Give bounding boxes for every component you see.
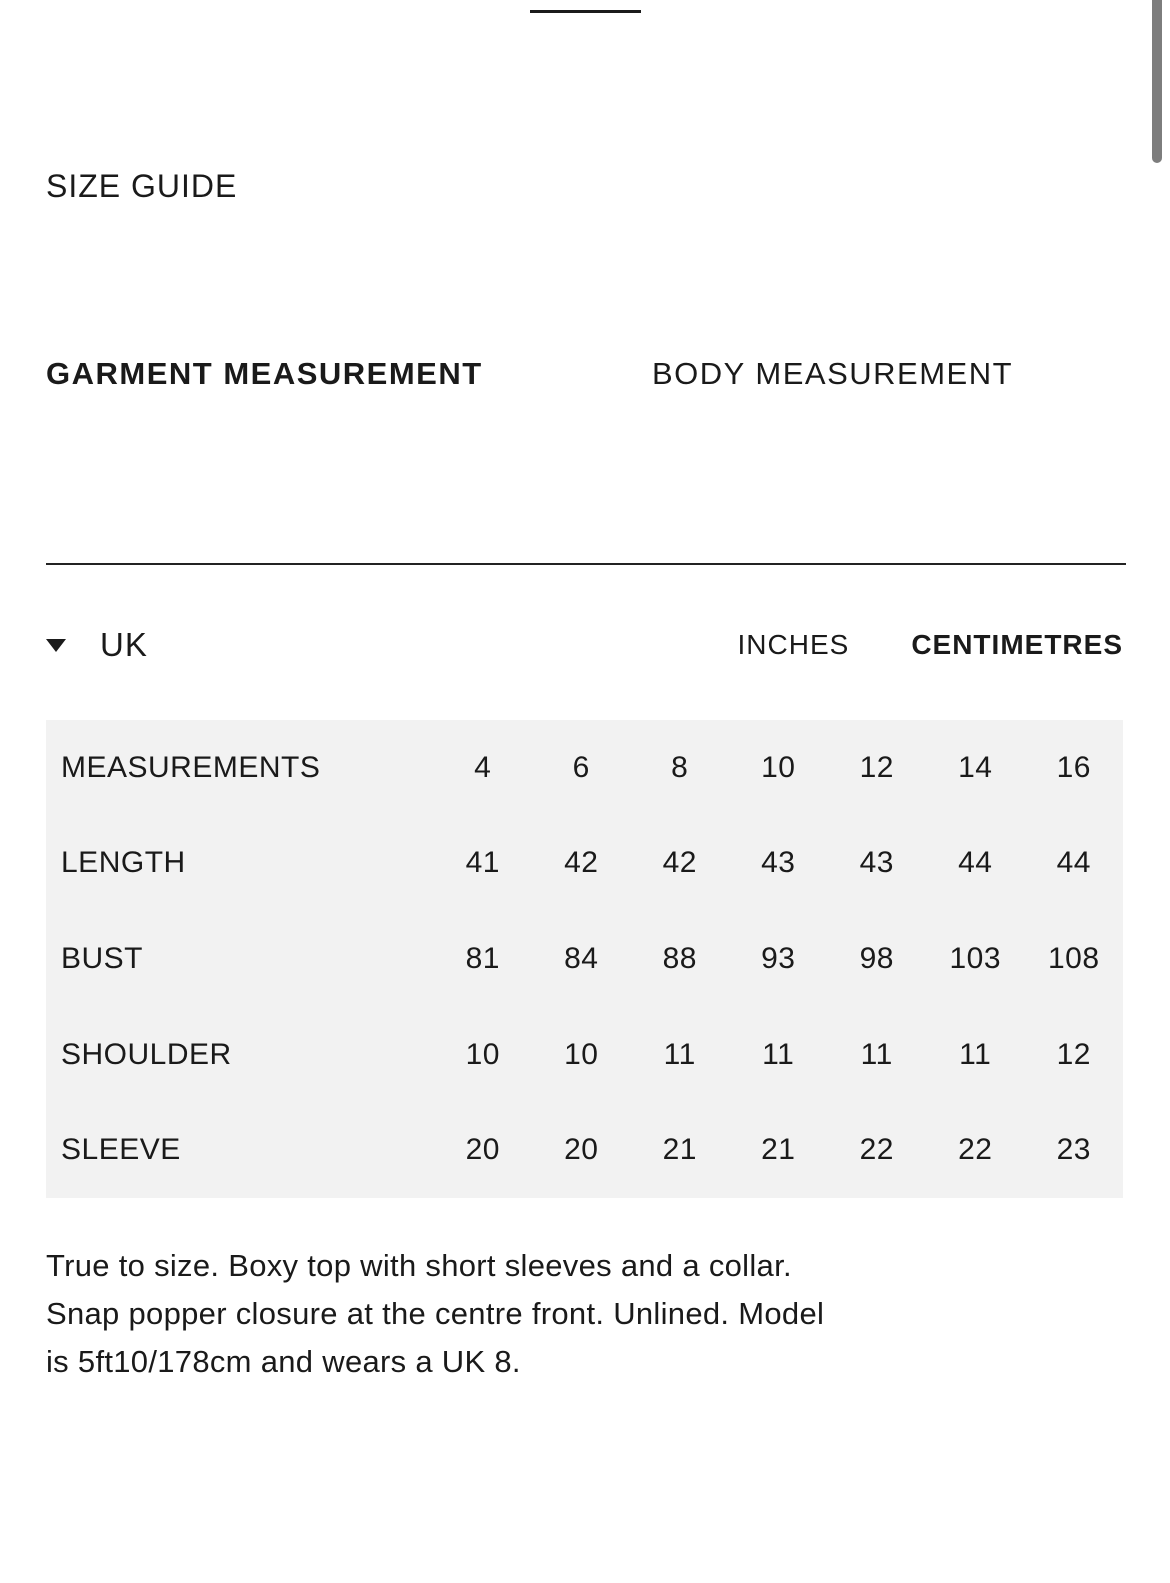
value-cell: 21: [662, 1133, 697, 1167]
divider: [46, 563, 1126, 565]
value-cell: 11: [860, 1037, 893, 1071]
scrollbar-thumb[interactable]: [1152, 0, 1162, 163]
value-cell: 44: [1056, 846, 1091, 880]
product-fit-description: [46, 1242, 824, 1386]
value-cell: 84: [564, 941, 599, 975]
table-row: [46, 1007, 1123, 1103]
size-cell: 10: [761, 750, 796, 784]
tab-body-measurement[interactable]: BODY MEASUREMENT: [652, 356, 1014, 391]
row-label: SLEEVE: [61, 1133, 181, 1167]
value-cell: 81: [465, 941, 500, 975]
value-cell: 10: [465, 1037, 500, 1071]
value-cell: 103: [949, 941, 1002, 975]
size-cell: 12: [859, 750, 894, 784]
row-label: LENGTH: [61, 846, 186, 880]
value-cell: 88: [662, 941, 697, 975]
value-cell: 41: [465, 846, 500, 880]
table-row: [46, 816, 1123, 912]
value-cell: 98: [859, 941, 894, 975]
table-header-row: [46, 720, 1123, 816]
region-dropdown[interactable]: [46, 626, 148, 664]
description-line: Snap popper closure at the centre front. Unlined. Model: [46, 1296, 825, 1331]
description-line: is 5ft10/178cm and wears a UK 8.: [46, 1344, 521, 1379]
size-cell: 14: [958, 750, 993, 784]
unit-inches-button[interactable]: INCHES: [737, 629, 850, 660]
value-cell: 44: [958, 846, 993, 880]
size-table: [46, 720, 1123, 1198]
table-row: [46, 1102, 1123, 1198]
value-cell: 12: [1056, 1037, 1091, 1071]
drag-handle[interactable]: [530, 10, 641, 13]
value-cell: 11: [762, 1037, 795, 1071]
value-cell: 22: [958, 1133, 993, 1167]
description-line: True to size. Boxy top with short sleeves and a collar.: [46, 1248, 792, 1283]
value-cell: 43: [761, 846, 796, 880]
unit-centimetres-button[interactable]: CENTIMETRES: [911, 629, 1123, 660]
measurement-tabs: [46, 356, 1123, 392]
size-cell: 16: [1056, 750, 1091, 784]
value-cell: 11: [663, 1037, 696, 1071]
row-label: BUST: [61, 941, 144, 975]
value-cell: 10: [564, 1037, 599, 1071]
row-label: SHOULDER: [61, 1037, 232, 1071]
value-cell: 21: [761, 1133, 796, 1167]
value-cell: 11: [959, 1037, 992, 1071]
table-controls: [46, 624, 1123, 666]
unit-toggle: [738, 629, 1123, 661]
value-cell: 20: [465, 1133, 500, 1167]
size-cell: 6: [572, 750, 590, 784]
chevron-down-icon: [46, 639, 66, 652]
table-row: [46, 911, 1123, 1007]
row-label: MEASUREMENTS: [61, 750, 321, 784]
value-cell: 108: [1047, 941, 1100, 975]
tab-garment-measurement[interactable]: GARMENT MEASUREMENT: [46, 356, 652, 392]
size-cell: 8: [671, 750, 689, 784]
size-cell: 4: [474, 750, 492, 784]
value-cell: 43: [859, 846, 894, 880]
value-cell: 42: [662, 846, 697, 880]
value-cell: 20: [564, 1133, 599, 1167]
value-cell: 93: [761, 941, 796, 975]
value-cell: 22: [859, 1133, 894, 1167]
page-title: SIZE GUIDE: [46, 168, 238, 204]
value-cell: 23: [1056, 1133, 1091, 1167]
value-cell: 42: [564, 846, 599, 880]
region-value: UK: [100, 626, 148, 663]
